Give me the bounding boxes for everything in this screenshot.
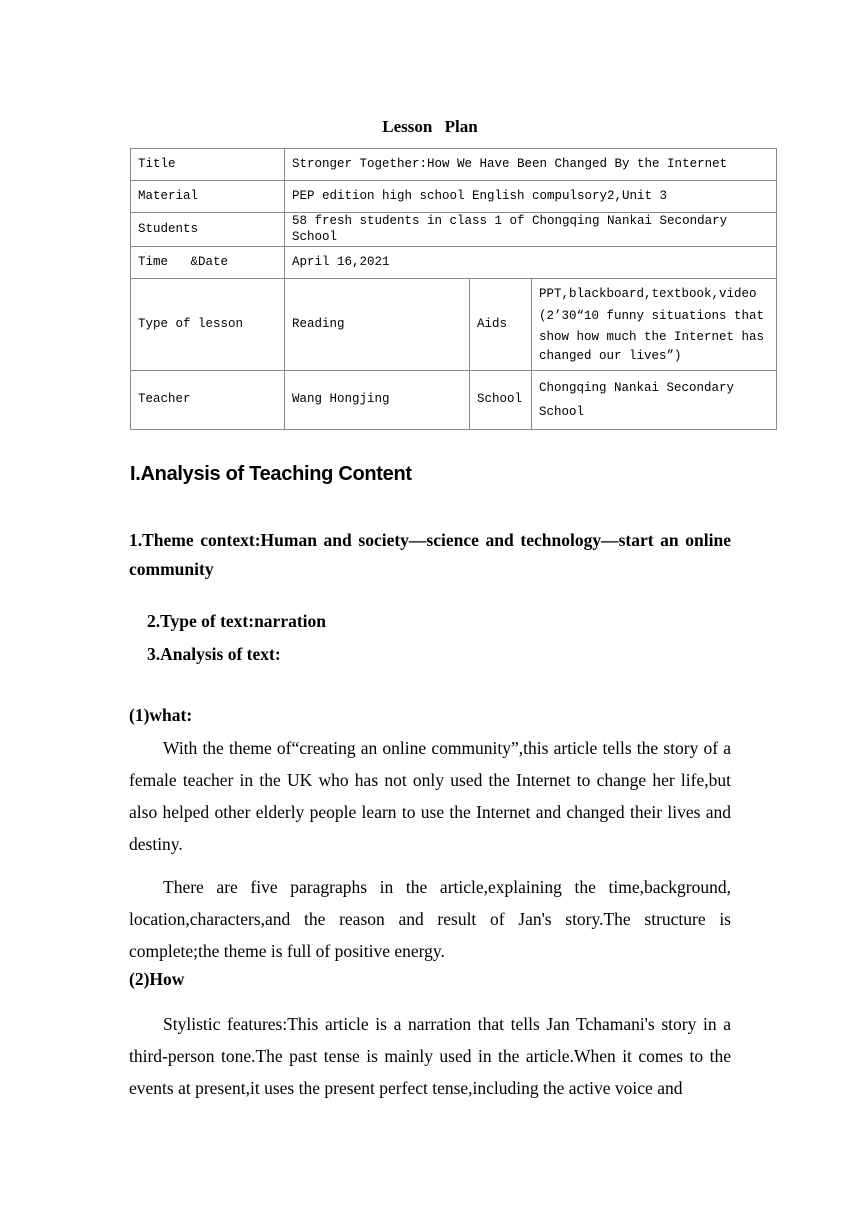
theme-context: 1.Theme context:Human and society—science and technology—start an online community: [129, 530, 731, 579]
teacher-value: Wang Hongjing: [285, 370, 470, 429]
students-label: Students: [131, 213, 285, 247]
what-paragraph-2: There are five paragraphs in the article,explaining the time,background, location,characters,and the reason and result of Jan's story.The structure is complete;the theme is full of positive energy.: [129, 877, 731, 961]
table-row-time: [131, 246, 777, 278]
table-row-title: [131, 149, 777, 181]
how-heading: (2)How: [129, 969, 185, 989]
aids-line-2: (2’30“10 funny situations that: [539, 309, 765, 323]
title-label: Title: [131, 149, 285, 181]
table-row-students: [131, 213, 777, 247]
time-value: April 16,2021: [285, 246, 777, 278]
what-paragraph-1: With the theme of“creating an online community”,this article tells the story of a female teacher in the UK who has not only used the Internet to change her life,but also helped other elderly people learn to use the Internet and changed their lives and destiny.: [129, 738, 731, 854]
material-label: Material: [131, 181, 285, 213]
teacher-label: Teacher: [131, 370, 285, 429]
aids-line-1: PPT,blackboard,textbook,video: [539, 287, 757, 301]
type-of-text: 2.Type of text:narration: [147, 611, 327, 631]
table-row-teacher: [131, 370, 777, 429]
table-row-material: [131, 181, 777, 213]
page-title: Lesson Plan: [382, 117, 478, 136]
lesson-plan-table: [130, 148, 777, 430]
how-paragraph-1: Stylistic features:This article is a narration that tells Jan Tchamani's story in a third-person tone.The past tense is mainly used in the article.When it comes to the events at present,it uses the present perfect tense,including the active voice and: [129, 1014, 731, 1098]
school-value: Chongqing Nankai Secondary School: [532, 370, 777, 429]
title-value: Stronger Together:How We Have Been Changed By the Internet: [285, 149, 777, 181]
aids-label: Aids: [470, 278, 532, 370]
aids-line-3: show how much the Internet has: [539, 330, 765, 344]
type-value: Reading: [285, 278, 470, 370]
students-value: 58 fresh students in class 1 of Chongqing Nankai Secondary School: [285, 213, 777, 247]
type-label: Type of lesson: [131, 278, 285, 370]
analysis-of-text: 3.Analysis of text:: [147, 644, 281, 664]
material-value: PEP edition high school English compulsory2,Unit 3: [285, 181, 777, 213]
time-label: Time &Date: [131, 246, 285, 278]
school-label: School: [470, 370, 532, 429]
what-heading: (1)what:: [129, 705, 193, 725]
aids-line-4: changed our lives”): [539, 349, 682, 363]
section-heading: I.Analysis of Teaching Content: [130, 463, 412, 485]
aids-value: [532, 278, 777, 370]
table-row-type: [131, 278, 777, 370]
